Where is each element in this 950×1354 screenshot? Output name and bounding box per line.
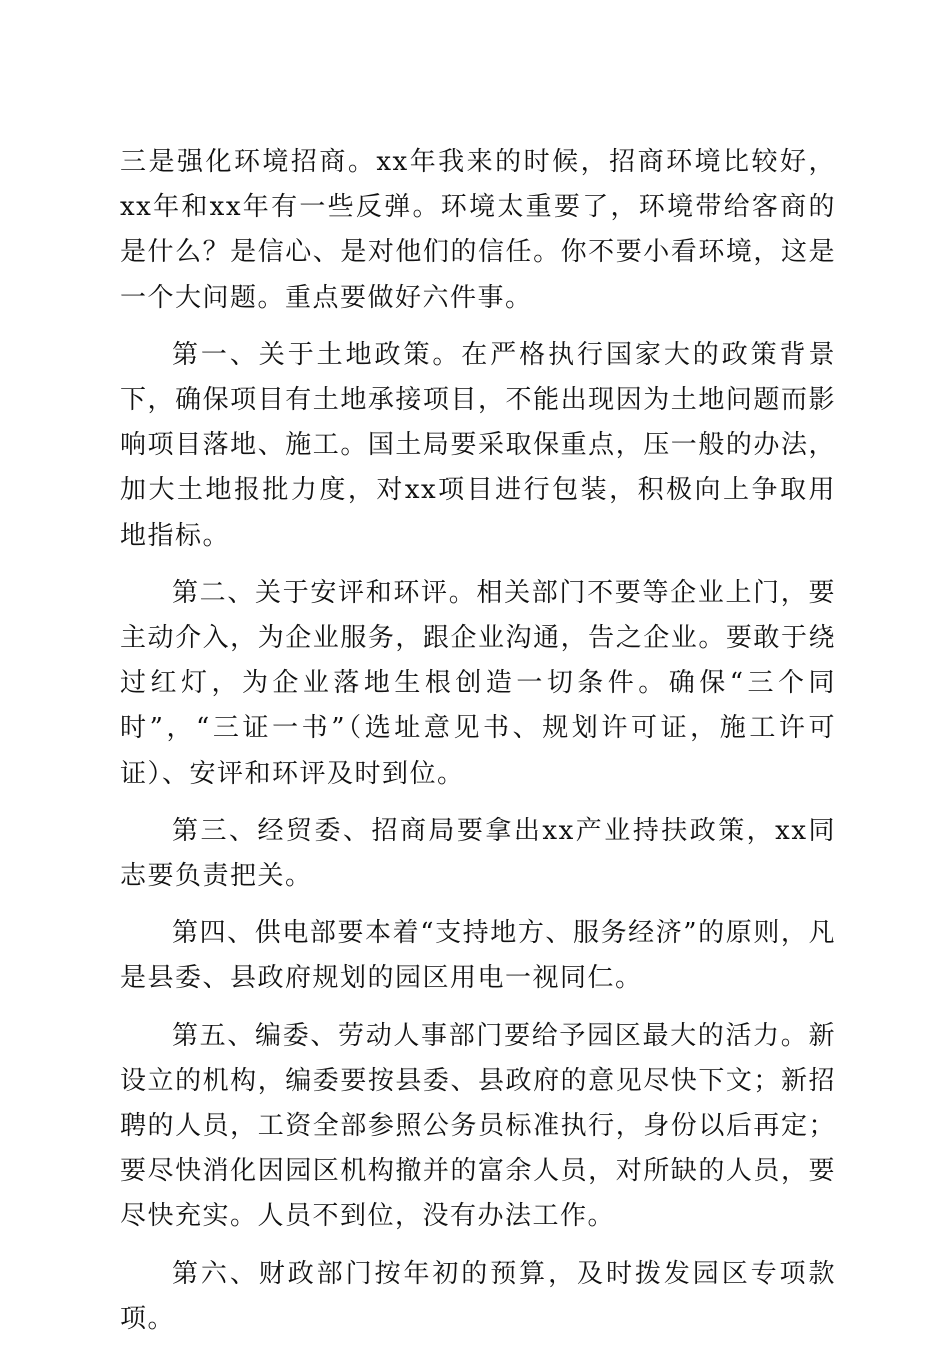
paragraph-item-1: 第一、关于土地政策。在严格执行国家大的政策背景下，确保项目有土地承接项目，不能出现因为土地问题而影响项目落地、施工。国土局要采取保重点，压一般的办法，加大土地报批力度，对xx项目进行包装，积极向上争取用地指标。 (120, 339, 836, 551)
paragraph-item-2: 第二、关于安评和环评。相关部门不要等企业上门，要主动介入，为企业服务，跟企业沟通，告之企业。要敢于绕过红灯，为企业落地生根创造一切条件。确保“三个同时”，“三证一书”（选址意见书、规划许可证，施工许可证）、安评和环评及时到位。 (120, 577, 836, 789)
document-body (120, 140, 836, 1354)
paragraph-item-6: 第六、财政部门按年初的预算，及时拨发园区专项款项。 (120, 1258, 836, 1334)
paragraph-item-4: 第四、供电部要本着“支持地方、服务经济”的原则，凡是县委、县政府规划的园区用电一视同仁。 (120, 918, 836, 994)
paragraph-item-3: 第三、经贸委、招商局要拿出xx产业持扶政策，xx同志要负责把关。 (120, 815, 836, 892)
paragraph-item-5: 第五、编委、劳动人事部门要给予园区最大的活力。新设立的机构，编委要按县委、县政府的意见尽快下文；新招聘的人员，工资全部参照公务员标准执行，身份以后再定；要尽快消化因园区机构撤并的富余人员，对所缺的人员，要尽快充实。人员不到位，没有办法工作。 (120, 1020, 836, 1232)
paragraph-intro: 三是强化环境招商。xx年我来的时候，招商环境比较好，xx年和xx年有一些反弹。环境太重要了，环境带给客商的是什么？是信心、是对他们的信任。你不要小看环境，这是一个大问题。重点要做好六件事。 (120, 147, 836, 313)
